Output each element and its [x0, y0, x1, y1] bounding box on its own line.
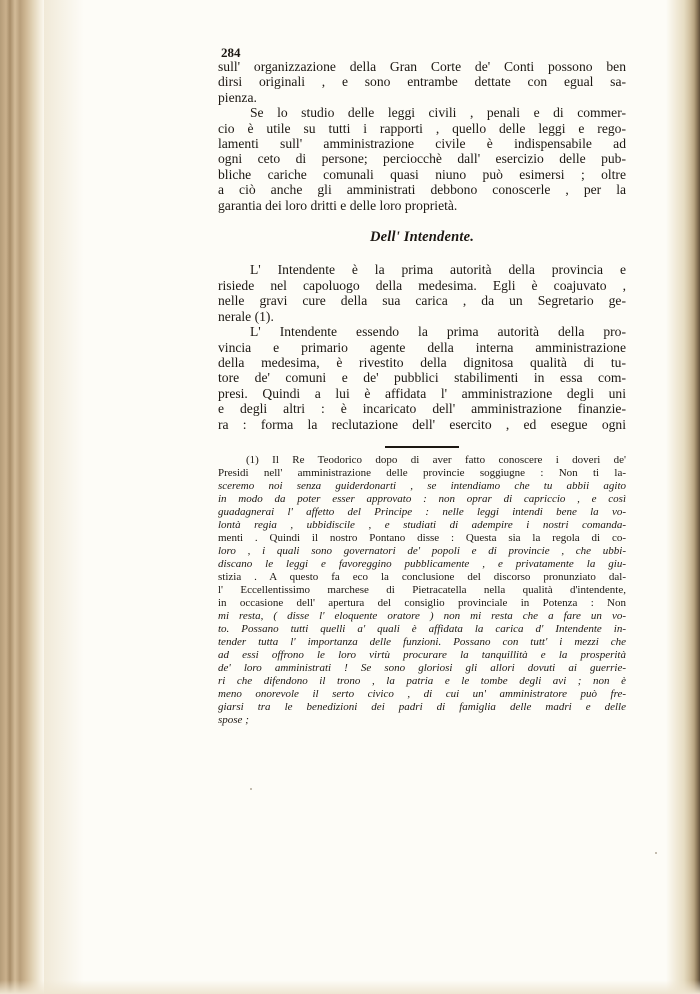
footnote-line: tender tutta l' importanza delle funzioni. Possano con tutt' i mezzi che [218, 635, 626, 648]
text-line: sull' organizzazione della Gran Corte de' Conti possono ben [218, 59, 626, 74]
footnote-line: guadagnerai l' affetto del Principe : nelle leggi intendi bene la vo- [218, 505, 626, 518]
text-line: e degli altri : è incaricato dell' amministrazione finanzie- [218, 401, 626, 417]
footnote-line: ri che difendono il trono , la patria e le tombe degli avi ; non è [218, 674, 626, 687]
text-line: vincia e primario agente della interna amministrazione [218, 339, 626, 355]
footnote [218, 454, 626, 727]
book-page [218, 46, 626, 727]
text-line: ogni ceto di persone; perciocchè dall' esercizio delle pub- [218, 151, 626, 167]
book-right-edge [666, 0, 700, 994]
footnote-line: lontà regia , ubbidiscile , e studiati di adempire i nostri comanda- [218, 518, 626, 531]
text-line: tore de' comuni e de' pubblici stabilimenti in essa com- [218, 370, 626, 386]
text-line: nelle gravi cure della sua carica , da un Segretario ge- [218, 293, 626, 309]
text-line: garantia dei loro dritti e delle loro proprietà. [218, 197, 458, 213]
footnote-line: de' loro amministrati ! Se sono gloriosi gli allori dovuti ai guerrie- [218, 661, 626, 674]
paper-speck [655, 852, 657, 854]
footnote-line: Presidi nell' amministrazione delle provincie soggiugne : Non ti la- [218, 466, 626, 479]
footnote-line: menti . Quindi il nostro Pontano disse : Questa sia la regola di co- [218, 531, 626, 544]
text-line: ra : forma la reclutazione dell' esercito , ed esegue ogni [218, 416, 626, 432]
text-line: L' Intendente è la prima autorità della provincia e [250, 262, 626, 278]
footnote-line: giarsi tra le benedizioni dei padri di famiglia delle madri e delle [218, 700, 626, 713]
gutter-shadow [44, 0, 84, 994]
footnote-line: stizia . A questo fa eco la conclusione del discorso pronunziato dal- [218, 570, 626, 583]
paragraph-intendente-1 [218, 262, 626, 324]
footnote-line: meno onorevole il serto civico , di cui un' amministratore può fre- [218, 687, 626, 700]
footnote-line: in occasione dell' apertura del consiglio provinciale in Potenza : Non [218, 596, 626, 609]
text-line: lamenti sull' amministrazione civile è indispensabile ad [218, 136, 626, 152]
paragraph-continuation [218, 59, 626, 105]
text-line: risiede nel capoluogo della medesima. Egli è coajuvato , [218, 277, 626, 293]
book-bottom-edge [0, 980, 700, 994]
text-line: dirsi originali , e sono entrambe dettate con egual sa- [218, 74, 626, 90]
section-heading: Dell' Intendente. [369, 229, 475, 246]
footnote-line: (1) Il Re Teodorico dopo di aver fatto conoscere i doveri de' [246, 453, 626, 466]
main-text [218, 59, 626, 432]
text-line: a ciò anche gli amministrati debbono conoscerle , per la [218, 182, 626, 198]
footnote-line: spose ; [218, 713, 249, 726]
footnote-line: sceremo noi senza guiderdonarti , se intendiamo che tu abbii agito [218, 479, 626, 492]
footnote-line: discano le leggi e favoreggino pubblicamente , e privatamente la giu- [218, 557, 626, 570]
page-number: 284 [221, 45, 241, 60]
text-line: nerale (1). [218, 308, 274, 324]
text-line: cio è utile su tutti i rapporti , quello delle leggi e rego- [218, 120, 626, 136]
text-line: L' Intendente essendo la prima autorità della pro- [250, 324, 626, 340]
footnote-line: loro , i quali sono governatori de' popoli e di provincie , che ubbi- [218, 544, 626, 557]
footnote-line: ad essi offrono le loro virtù procurare la tanquillità e la prosperità [218, 648, 626, 661]
paper-speck [250, 788, 252, 790]
paragraph-intendente-2 [218, 324, 626, 432]
text-line: Se lo studio delle leggi civili , penali e di commer- [250, 105, 626, 121]
text-line: bliche cariche comunali quasi niuno può esimersi ; oltre [218, 166, 626, 182]
paragraph-leggi [218, 105, 626, 213]
footnote-line: mi resta, ( disse l' eloquente oratore ) non mi resta che a fare un vo- [218, 609, 626, 622]
footnote-line: l' Eccellentissimo marchese di Pietracatella nella qualità d'intendente, [218, 583, 626, 596]
footnote-line: in modo da poter esser approvato : non oprar di capriccio , e così [218, 492, 626, 505]
text-line: presi. Quindi a lui è affidata l' amministrazione degli uni [218, 385, 626, 401]
footnote-line: to. Possano tutti quelli a' quali è affidata la carica d' Intendente in- [218, 622, 626, 635]
text-line: della medesima, è rivestito della dignitosa qualità di tu- [218, 354, 626, 370]
text-line: pienza. [218, 89, 257, 105]
book-left-edge [0, 0, 44, 994]
footnote-separator [385, 446, 459, 448]
